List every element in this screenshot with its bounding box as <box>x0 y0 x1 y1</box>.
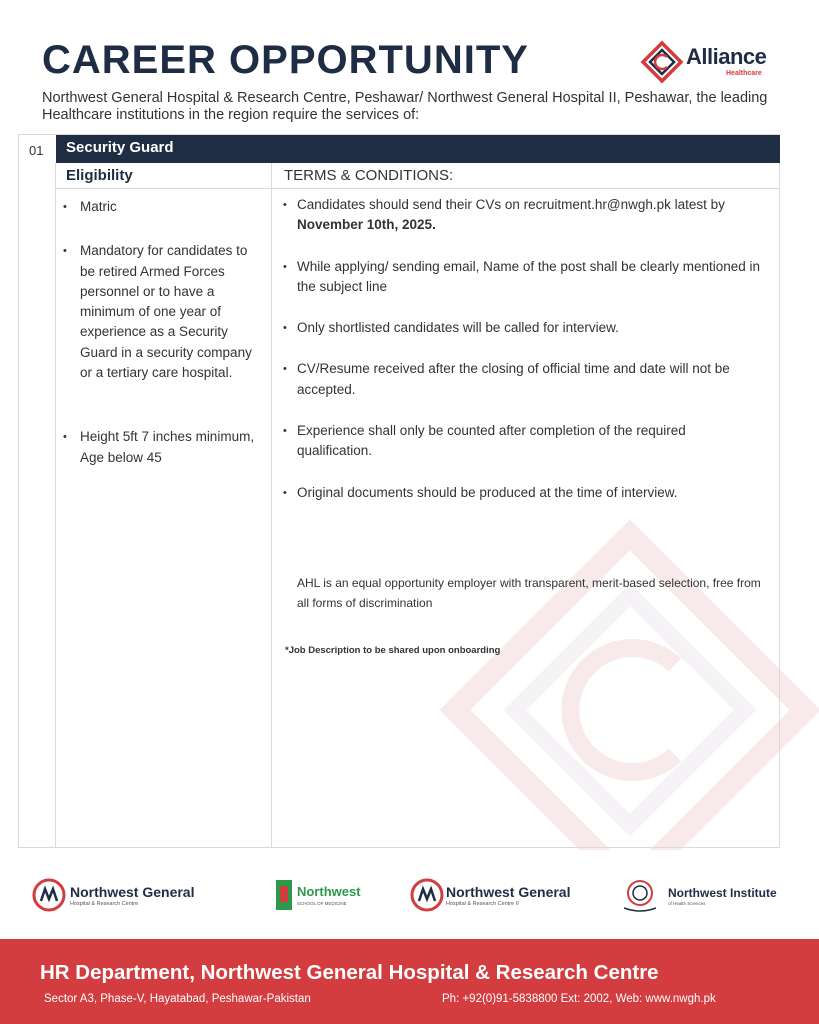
column-divider <box>55 163 56 848</box>
position-title-bar <box>56 135 780 163</box>
partner-name: Northwest <box>297 884 361 899</box>
alliance-healthcare-logo <box>640 40 790 84</box>
nwgh-2-logo-icon <box>410 878 444 912</box>
terms-item <box>281 483 761 503</box>
partner-name: Northwest Institute <box>668 886 777 900</box>
brand-sub: Healthcare <box>726 70 762 77</box>
terms-item <box>281 421 761 462</box>
footer-title: HR Department, Northwest General Hospital & Research Centre <box>40 961 659 984</box>
column-divider <box>271 163 272 848</box>
deadline-date: November 10th, 2025. <box>297 217 436 233</box>
page-title: CAREER OPPORTUNITY <box>42 38 529 82</box>
footer-contact: Ph: +92(0)91-5838800 Ext: 2002, Web: www.nwgh.pk <box>442 993 716 1005</box>
partner-logos <box>0 872 819 920</box>
partner-name: Northwest General <box>446 884 571 900</box>
terms-text: Original documents should be produced at the time of interview. <box>297 484 678 500</box>
table-header-row <box>56 163 780 189</box>
eligibility-list <box>61 197 266 468</box>
terms-text: Only shortlisted candidates will be called for interview. <box>297 320 619 336</box>
terms-text: Experience shall only be counted after completion of the required qualification. <box>297 423 686 459</box>
partner-sub: Hospital & Research Centre <box>70 901 139 907</box>
partner-sub: SCHOOL OF MEDICINE <box>297 901 347 906</box>
footer-address: Sector A3, Phase-V, Hayatabad, Peshawar-Pakistan <box>44 993 311 1005</box>
eligibility-item: • Matric <box>61 197 266 217</box>
partner-name: Northwest General <box>70 884 195 900</box>
nwsm-logo-icon <box>274 878 294 912</box>
terms-item <box>281 257 761 298</box>
partner-sub: Hospital & Research Centre II <box>446 901 519 907</box>
partner-sub: of Health Sciences <box>668 901 706 906</box>
terms-text: While applying/ sending email, Name of the post shall be clearly mentioned in the subject line <box>297 258 761 294</box>
position-title: Security Guard <box>66 139 174 156</box>
terms-item <box>281 318 761 338</box>
terms-heading: TERMS & CONDITIONS: <box>284 167 454 184</box>
terms-text: CV/Resume received after the closing of official time and date will not be accepted. <box>297 361 730 397</box>
partner-nwihs <box>620 872 790 920</box>
partner-nwsm <box>274 872 361 920</box>
nwgh-logo-icon <box>32 878 66 912</box>
alliance-logo-icon <box>640 40 684 84</box>
terms-list <box>281 195 761 524</box>
partner-nwgh <box>32 872 212 920</box>
job-table <box>18 134 780 848</box>
nwihs-seal-icon <box>620 878 660 914</box>
eligibility-item: • Height 5ft 7 inches minimum, Age below 45 <box>61 427 266 468</box>
equal-opportunity-note: AHL is an equal opportunity employer with transparent, merit-based selection, free from all forms of discrimination <box>297 576 761 610</box>
terms-item <box>281 195 761 236</box>
brand-name: Alliance <box>686 44 767 69</box>
eligibility-heading: Eligibility <box>66 167 133 184</box>
job-description-note: *Job Description to be shared upon onboarding <box>285 645 501 656</box>
partner-nwgh-2 <box>410 872 580 920</box>
terms-text: Candidates should send their CVs on recruitment.hr@nwgh.pk latest by <box>297 197 725 212</box>
position-number: 01 <box>29 143 44 158</box>
eligibility-item: • Mandatory for candidates to be retired Armed Forces personnel or to have a minimum of one year of experience as a Security Guard in a security company or a tertiary care hospital. <box>61 241 266 383</box>
footer-banner <box>0 939 819 1024</box>
intro-text: Northwest General Hospital & Research Centre, Peshawar/ Northwest General Hospital II, Peshawar, the leading Healthcare institutions in the region require the services of: <box>42 90 768 123</box>
terms-item <box>281 359 761 400</box>
